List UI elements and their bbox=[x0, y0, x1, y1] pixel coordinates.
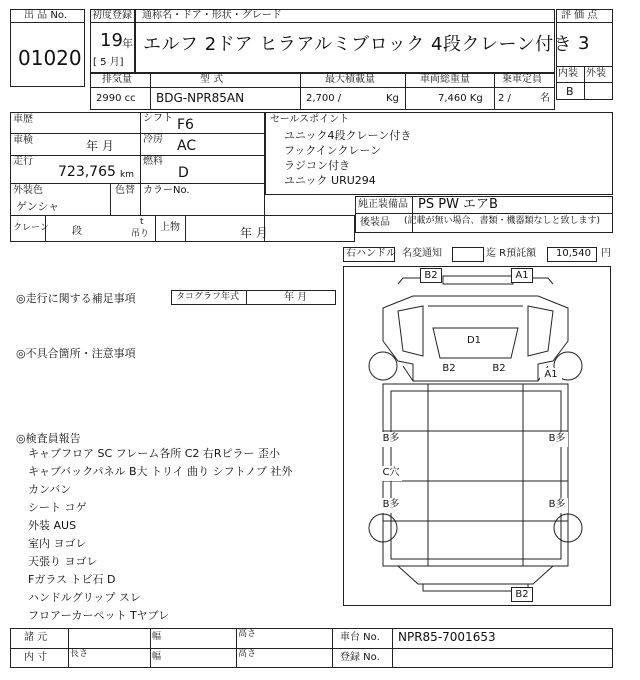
model-value: BDG-NPR85AN bbox=[156, 91, 245, 105]
inspector-line: カンバン bbox=[28, 483, 72, 496]
damage-tag: B多 bbox=[380, 432, 402, 447]
inspection-value: 年 月 bbox=[86, 139, 114, 153]
mileage-value: 723,765 bbox=[58, 164, 116, 180]
damage-tag: C穴 bbox=[380, 466, 402, 481]
displacement-value: 2990 cc bbox=[96, 93, 136, 104]
max-load-unit: Kg bbox=[386, 93, 399, 104]
shift-value: F6 bbox=[177, 117, 194, 133]
interior-dims-label: 内 寸 bbox=[24, 652, 48, 663]
inspector-line: 外装 AUS bbox=[28, 519, 77, 532]
defect-notes-title: ◎不具合箇所・注意事項 bbox=[16, 347, 136, 360]
inspector-line: Fガラス トビ石 D bbox=[28, 573, 116, 586]
equipment-label: 純正装備品 bbox=[358, 199, 408, 210]
name-change-field bbox=[452, 247, 484, 262]
inspector-report-title: ◎検査員報告 bbox=[16, 432, 81, 445]
length-label: 長さ bbox=[70, 649, 89, 659]
inspection-label: 車検 bbox=[13, 135, 33, 146]
first-reg-month: [ 5 月] bbox=[93, 57, 124, 68]
lot-no-label: 出 品 No. bbox=[24, 10, 67, 21]
equipment-value: PS PW エアB bbox=[418, 197, 498, 212]
damage-tag: B多 bbox=[546, 432, 568, 447]
name-change-label: 名変通知 bbox=[402, 248, 442, 259]
sales-point-item: ラジコン付き bbox=[284, 159, 350, 172]
crane-steps-label: 段 bbox=[72, 226, 82, 237]
height-label: 高さ bbox=[238, 629, 257, 639]
deposit-label: 迄 R預託額 bbox=[486, 248, 537, 259]
model-label: 型 式 bbox=[200, 74, 224, 85]
vehicle-name: エルフ 2ドア ヒラアルミブロック 4段クレーン付き bbox=[143, 34, 573, 55]
damage-tag: B2 bbox=[511, 587, 533, 602]
retrofit-note: (記載が無い場合、書類・機器類なしと致します) bbox=[404, 216, 601, 226]
color-no-label: カラーNo. bbox=[143, 185, 190, 196]
damage-tag: A1 bbox=[511, 268, 533, 283]
mileage-label: 走行 bbox=[13, 156, 33, 167]
retrofit-label: 後装品 bbox=[360, 217, 390, 228]
displacement-label: 排気量 bbox=[102, 74, 132, 85]
ac-value: AC bbox=[177, 138, 197, 154]
upper-row-ext bbox=[265, 215, 355, 242]
damage-tag: B2 bbox=[488, 362, 510, 377]
max-load-label: 最大積載量 bbox=[325, 74, 375, 85]
sales-points-label: セールスポイント bbox=[270, 114, 350, 125]
damage-tag: B多 bbox=[380, 498, 402, 513]
capacity-value: 2 / bbox=[498, 93, 511, 104]
inspector-line: 天張り ヨゴレ bbox=[28, 555, 98, 568]
capacity-unit: 名 bbox=[540, 93, 550, 104]
first-reg-label: 初度登録 bbox=[92, 10, 132, 21]
sales-point-item: フックインクレーン bbox=[284, 144, 382, 157]
tachograph-value: 年 月 bbox=[284, 292, 308, 303]
deposit-value: 10,540 bbox=[556, 248, 591, 259]
yen-label: 円 bbox=[601, 248, 611, 259]
inspector-line: 室内 ヨゴレ bbox=[28, 537, 87, 550]
history-label: 車歴 bbox=[13, 114, 33, 125]
color-value: ゲンシャ bbox=[16, 200, 60, 213]
capacity-label: 乗車定員 bbox=[502, 74, 542, 85]
shift-label: シフト bbox=[143, 113, 173, 124]
interior-rating-label: 内装 bbox=[558, 68, 578, 79]
color-change-label: 色替 bbox=[115, 185, 135, 196]
first-reg-year: 19 bbox=[100, 30, 123, 51]
width-label: 幅 bbox=[152, 632, 162, 642]
sales-point-item: ユニック4段クレーン付き bbox=[284, 129, 412, 142]
lot-number: 01020 bbox=[18, 46, 82, 70]
dims-label: 諸 元 bbox=[24, 632, 48, 643]
chassis-no-value: NPR85-7001653 bbox=[398, 630, 496, 644]
rating-value: 3 bbox=[578, 33, 590, 54]
damage-tag: B2 bbox=[420, 268, 442, 283]
fuel-value: D bbox=[178, 165, 189, 181]
color-label: 外装色 bbox=[13, 185, 43, 196]
gross-weight-label: 車両総重量 bbox=[420, 74, 470, 85]
first-reg-year-unit: 年 bbox=[122, 37, 133, 50]
inspector-line: シート コゲ bbox=[28, 501, 87, 514]
damage-tag: A1 bbox=[540, 368, 562, 383]
exterior-rating-label: 外装 bbox=[586, 68, 606, 79]
rating-label: 評 価 点 bbox=[561, 10, 598, 21]
upper-label: 上物 bbox=[160, 222, 180, 233]
height-label: 高さ bbox=[238, 649, 257, 659]
vehicle-name-label: 通称名・ドア・形状・グレード bbox=[142, 10, 282, 21]
max-load-value: 2,700 / bbox=[306, 93, 342, 104]
crane-t-label: t bbox=[140, 217, 144, 227]
inspector-line: フロアーカーペット Tヤブレ bbox=[28, 609, 170, 622]
fuel-label: 燃料 bbox=[143, 156, 163, 167]
damage-tag: B多 bbox=[546, 498, 568, 513]
driving-notes-title: ◎走行に関する補足事項 bbox=[16, 292, 136, 305]
tachograph-label: タコグラフ年式 bbox=[176, 292, 240, 302]
upper-value: 年 月 bbox=[240, 226, 268, 240]
registration-no-label: 登録 No. bbox=[340, 652, 380, 663]
mileage-unit: km bbox=[120, 170, 134, 180]
crane-hang-label: 吊り bbox=[131, 229, 150, 239]
width-label: 幅 bbox=[152, 652, 162, 662]
sales-point-item: ユニック URU294 bbox=[284, 174, 376, 187]
gross-weight-value: 7,460 Kg bbox=[438, 93, 483, 104]
crane-label: クレーン bbox=[13, 223, 49, 233]
inspector-line: キャブフロア SC フレーム各所 C2 右Rピラー 歪小 bbox=[28, 447, 281, 460]
interior-rating-value: B bbox=[566, 85, 574, 98]
damage-tag: B2 bbox=[438, 362, 460, 377]
inspector-line: キャブバックパネル B大 トリイ 曲り シフトノブ 社外 bbox=[28, 465, 293, 478]
damage-tag: D1 bbox=[463, 334, 485, 349]
inspector-line: ハンドルグリップ スレ bbox=[28, 591, 141, 604]
ac-label: 冷房 bbox=[143, 134, 163, 145]
steering-value: 右ハンドル bbox=[346, 248, 396, 259]
chassis-no-label: 車台 No. bbox=[340, 632, 380, 643]
